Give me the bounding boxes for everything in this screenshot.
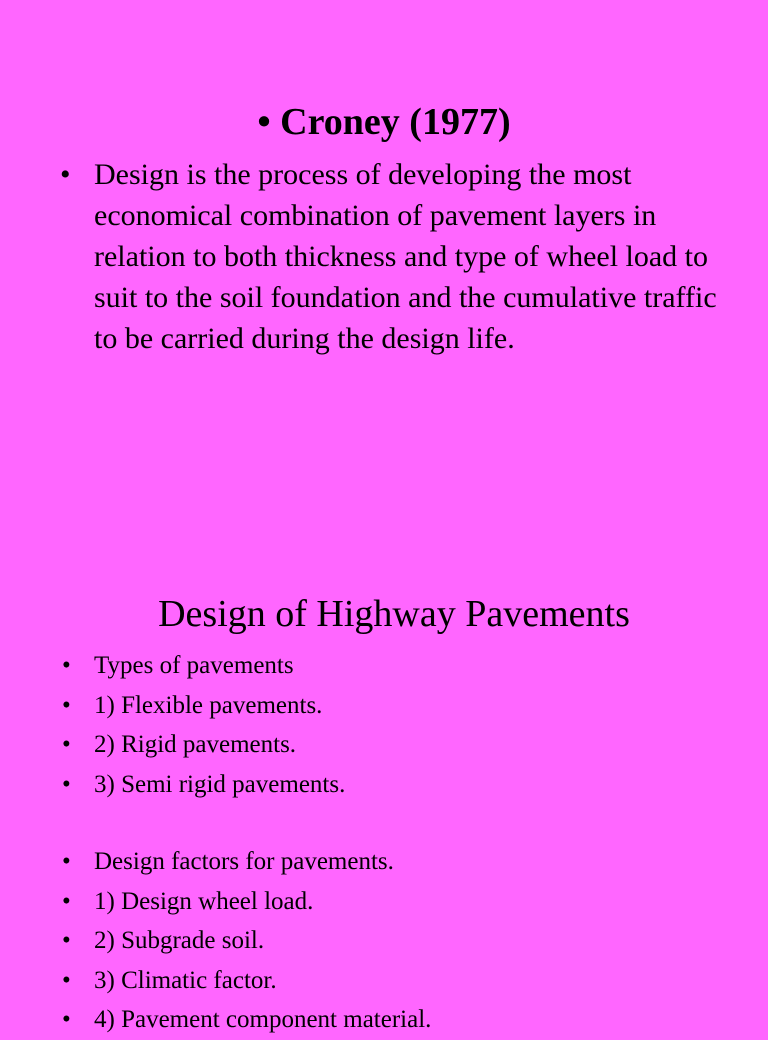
slide-highway-pavements bbox=[0, 512, 768, 1033]
list-item: • 3) Semi rigid pavements. bbox=[62, 770, 346, 798]
design-factors-list bbox=[60, 842, 760, 1040]
slide-heading: • Croney (1977) bbox=[257, 101, 511, 143]
definition-text: Design is the process of developing the most economical combination of pavement layers in relation to both thickness and type of wheel load to suit to the soil foundation and the cumulative traffic to be carried during the design life. bbox=[94, 158, 717, 355]
definition-paragraph bbox=[60, 154, 720, 359]
list-item: • 1) Flexible pavements. bbox=[62, 691, 323, 719]
list-item: • 1) Design wheel load. bbox=[62, 887, 314, 915]
bullet-marker: • bbox=[60, 158, 71, 191]
list-item: • 2) Subgrade soil. bbox=[62, 927, 265, 954]
list-item: • Types of pavements bbox=[62, 652, 294, 679]
list-item: • Design factors for pavements. bbox=[62, 848, 394, 875]
slide-croney bbox=[0, 0, 768, 512]
list-item: • 4) Pavement component material. bbox=[62, 1006, 432, 1033]
list-item: • 3) Climatic factor. bbox=[62, 966, 277, 994]
pavement-types-list bbox=[60, 646, 760, 804]
list-item: • 2) Rigid pavements. bbox=[62, 731, 297, 758]
slide-title: Design of Highway Pavements bbox=[158, 593, 630, 635]
